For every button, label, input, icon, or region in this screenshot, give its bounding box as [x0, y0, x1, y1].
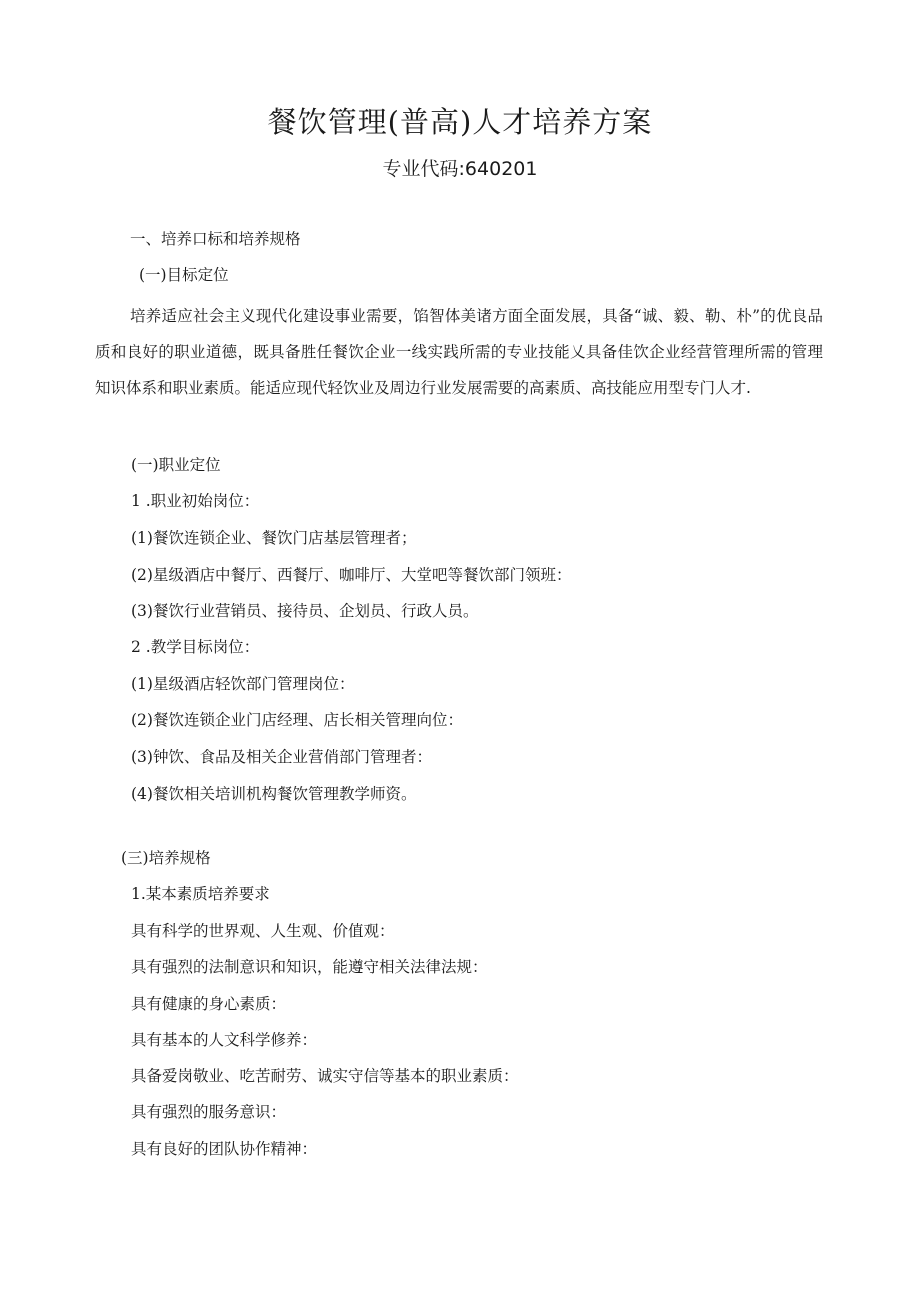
basic-quality-item: 具有基本的人文科学修养： [131, 1031, 318, 1049]
subsection-heading-specs: (三)培养规格 [121, 849, 211, 867]
target-post-item: (2)餐饮连锁企业门店经理、店长相关管理向位： [131, 711, 463, 729]
goal-paragraph: 培养适应社会主义现代化建设事业需要，馅智体美诸方面全面发展，具备“诚、毅、勒、朴”的优良品质和良好的职业道德，既具备胜任餐饮企业一线实践所需的专业技能乂具备佳饮企业经营管理所需的管理知识体系和职业素质。能适应现代轻饮业及周边行业发展需要的高素质、高技能应用型专门人才. [95, 307, 823, 397]
basic-quality-item: 具有强烈的服务意识： [131, 1103, 287, 1121]
subsection-heading-career: (一)职业定位 [131, 456, 221, 474]
basic-quality-item: 具有强烈的法制意识和知识，能遵守相关法律法规： [131, 958, 488, 976]
initial-post-item: (2)星级酒店中餐厅、西餐厅、咖啡厅、大堂吧等餐饮部门领班： [131, 566, 572, 584]
initial-posts-heading: 1 .职业初始岗位： [131, 492, 260, 510]
subsection-heading-goal: (一)目标定位 [139, 266, 229, 284]
major-code: 专业代码:640201 [382, 158, 538, 180]
initial-post-item: (3)餐饮行业营销员、接待员、企划员、行政人员。 [131, 602, 479, 620]
target-post-item: (1)星级酒店轻饮部门管理岗位： [131, 675, 355, 693]
target-post-item: (3)钟饮、食品及相关企业营俏部门管理者： [131, 748, 432, 766]
target-post-item: (4)餐饮相关培训机构餐饮管理教学师资。 [131, 785, 417, 803]
target-posts-heading: 2 .教学目标岗位： [131, 638, 260, 656]
basic-quality-item: 具有科学的世界观、人生观、价值观： [131, 922, 395, 940]
document-title: 餐饮管理(普高)人才培养方案 [267, 105, 653, 139]
basic-quality-item: 具备爱岗敬业、吃苦耐劳、诚实守信等基本的职业素质： [131, 1067, 519, 1085]
initial-post-item: (1)餐饮连锁企业、餐饮门店基层管理者； [131, 529, 417, 547]
basic-quality-item: 具有良好的团队协作精神： [131, 1140, 318, 1158]
section-heading-objectives: 一、培养口标和培养规格 [130, 230, 301, 248]
basic-quality-heading: 1.某本素质培养要求 [131, 885, 270, 903]
basic-quality-item: 具有健康的身心素质： [131, 995, 287, 1013]
